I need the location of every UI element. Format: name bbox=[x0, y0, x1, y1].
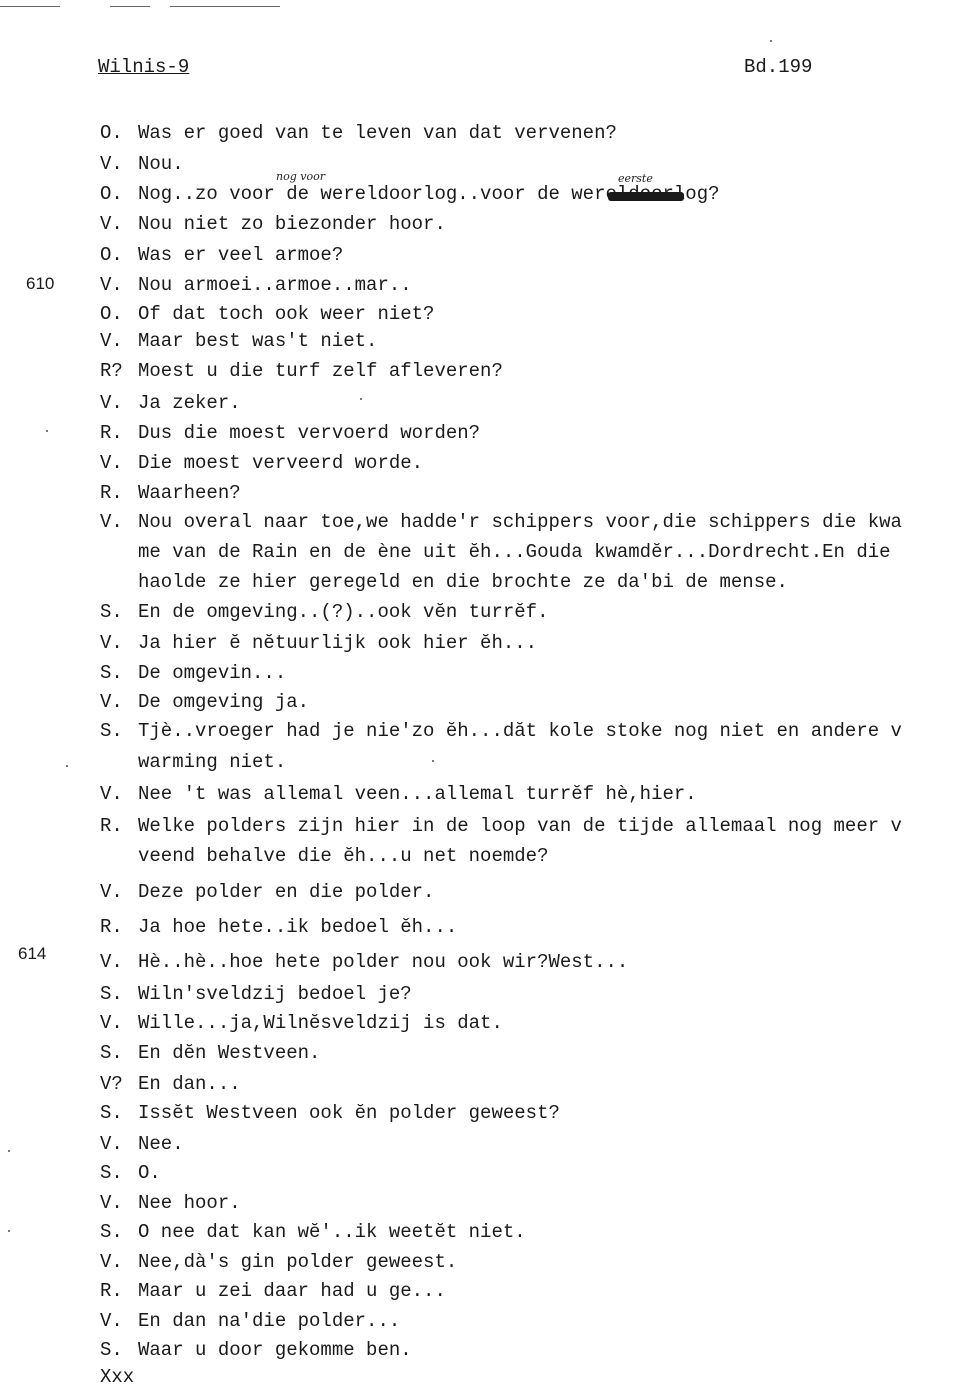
footer-mark: Xxx bbox=[100, 1366, 135, 1388]
dialogue-text: En dan... bbox=[138, 1073, 241, 1095]
page-header-right: Bd.199 bbox=[744, 56, 813, 78]
dialogue-text: Deze polder en die polder. bbox=[138, 881, 435, 903]
speaker-label: V. bbox=[100, 1251, 123, 1273]
dialogue-text: Dus die moest vervoerd worden? bbox=[138, 422, 481, 444]
speaker-label: V. bbox=[100, 1012, 123, 1034]
dialogue-text: Ja hier ĕ nĕtuurlijk ook hier ĕh... bbox=[138, 632, 538, 654]
scan-artifact bbox=[0, 6, 60, 7]
dialogue-text: Nee 't was allemal veen...allemal turrĕf hè,hier. bbox=[138, 783, 697, 805]
scan-artifact bbox=[170, 6, 280, 7]
dialogue-text: Ja zeker. bbox=[138, 392, 241, 414]
dialogue-text: Nog..zo voor de wereldoorlog..voor de wereldoorlog? bbox=[138, 183, 720, 205]
handwritten-annotation: eerste bbox=[618, 172, 653, 185]
speaker-label: S. bbox=[100, 1102, 123, 1124]
speaker-label: R. bbox=[100, 482, 123, 504]
dialogue-text: Was er goed van te leven van dat vervenen? bbox=[138, 122, 617, 144]
dialogue-text: Of dat toch ook weer niet? bbox=[138, 303, 435, 325]
speaker-label: O. bbox=[100, 122, 123, 144]
dialogue-text: Nou. bbox=[138, 153, 184, 175]
speaker-label: V. bbox=[100, 881, 123, 903]
handwritten-annotation: nog voor bbox=[276, 170, 325, 183]
speaker-label: V. bbox=[100, 452, 123, 474]
speaker-label: V. bbox=[100, 274, 123, 296]
speaker-label: V. bbox=[100, 632, 123, 654]
dialogue-text: Tjè..vroeger had je nie'zo ĕh...dăt kole stoke nog niet en andere v bbox=[138, 720, 902, 742]
dialogue-text: Maar best was't niet. bbox=[138, 330, 378, 352]
scan-speck bbox=[432, 760, 434, 762]
speaker-label: V. bbox=[100, 691, 123, 713]
dialogue-text: Wiln'sveldzij bedoel je? bbox=[138, 983, 412, 1005]
page-header-left: Wilnis-9 bbox=[98, 56, 190, 78]
scan-artifact bbox=[110, 6, 150, 7]
dialogue-text: Die moest verveerd worde. bbox=[138, 452, 424, 474]
dialogue-text: veend behalve die ĕh...u net noemde? bbox=[138, 845, 549, 867]
speaker-label: S. bbox=[100, 662, 123, 684]
dialogue-text: Issĕt Westveen ook ĕn polder geweest? bbox=[138, 1102, 560, 1124]
speaker-label: O. bbox=[100, 244, 123, 266]
speaker-label: R. bbox=[100, 422, 123, 444]
dialogue-text: Waar u door gekomme ben. bbox=[138, 1339, 412, 1361]
margin-number-610: 610 bbox=[26, 274, 55, 293]
speaker-label: V. bbox=[100, 1133, 123, 1155]
speaker-label: V. bbox=[100, 213, 123, 235]
dialogue-text: O. bbox=[138, 1162, 161, 1184]
speaker-label: S. bbox=[100, 601, 123, 623]
speaker-label: S. bbox=[100, 1339, 123, 1361]
dialogue-text: Welke polders zijn hier in de loop van de tijde allemaal nog meer v bbox=[138, 815, 902, 837]
speaker-label: S. bbox=[100, 983, 123, 1005]
speaker-label: S. bbox=[100, 720, 123, 742]
dialogue-text: Hè..hè..hoe hete polder nou ook wir?West... bbox=[138, 951, 629, 973]
speaker-label: R. bbox=[100, 916, 123, 938]
dialogue-text: De omgeving ja. bbox=[138, 691, 310, 713]
speaker-label: V. bbox=[100, 330, 123, 352]
dialogue-text: Ja hoe hete..ik bedoel ĕh... bbox=[138, 916, 458, 938]
speaker-label: S. bbox=[100, 1221, 123, 1243]
dialogue-text: Moest u die turf zelf afleveren? bbox=[138, 360, 503, 382]
scan-speck bbox=[46, 430, 48, 432]
speaker-label: O. bbox=[100, 183, 123, 205]
dialogue-text: O nee dat kan wĕ'..ik weetĕt niet. bbox=[138, 1221, 526, 1243]
dialogue-text: Nee. bbox=[138, 1133, 184, 1155]
dialogue-text: Wille...ja,Wilnĕsveldzij is dat. bbox=[138, 1012, 503, 1034]
dialogue-text: Nee,dà's gin polder geweest. bbox=[138, 1251, 458, 1273]
scan-speck bbox=[360, 398, 362, 400]
speaker-label: V. bbox=[100, 153, 123, 175]
dialogue-text: Maar u zei daar had u ge... bbox=[138, 1280, 446, 1302]
dialogue-text: Waarheen? bbox=[138, 482, 241, 504]
scan-speck bbox=[8, 1150, 10, 1152]
dialogue-text: haolde ze hier geregeld en die brochte ze da'bi de mense. bbox=[138, 571, 788, 593]
speaker-label: V. bbox=[100, 1310, 123, 1332]
dialogue-text: Nee hoor. bbox=[138, 1192, 241, 1214]
margin-number-614: 614 bbox=[18, 944, 47, 963]
dialogue-text: me van de Rain en de ène uit ĕh...Gouda kwamdĕr...Dordrecht.En die bbox=[138, 541, 891, 563]
dialogue-text: En dan na'die polder... bbox=[138, 1310, 401, 1332]
dialogue-text: warming niet. bbox=[138, 751, 287, 773]
dialogue-text: Nou armoei..armoe..mar.. bbox=[138, 274, 412, 296]
scan-speck bbox=[770, 40, 772, 42]
dialogue-text: Nou niet zo biezonder hoor. bbox=[138, 213, 446, 235]
dialogue-text: Nou overal naar toe,we hadde'r schippers voor,die schippers die kwa bbox=[138, 511, 902, 533]
speaker-label: V? bbox=[100, 1073, 123, 1095]
speaker-label: R. bbox=[100, 1280, 123, 1302]
speaker-label: R? bbox=[100, 360, 123, 382]
speaker-label: V. bbox=[100, 392, 123, 414]
scan-speck bbox=[66, 765, 68, 767]
speaker-label: S. bbox=[100, 1162, 123, 1184]
dialogue-text: En dĕn Westveen. bbox=[138, 1042, 321, 1064]
dialogue-text: En de omgeving..(?)..ook vĕn turrĕf. bbox=[138, 601, 549, 623]
speaker-label: V. bbox=[100, 783, 123, 805]
dialogue-text: De omgevin... bbox=[138, 662, 287, 684]
speaker-label: S. bbox=[100, 1042, 123, 1064]
speaker-label: V. bbox=[100, 1192, 123, 1214]
speaker-label: V. bbox=[100, 951, 123, 973]
speaker-label: R. bbox=[100, 815, 123, 837]
scan-speck bbox=[8, 1230, 10, 1232]
speaker-label: O. bbox=[100, 303, 123, 325]
dialogue-text: Was er veel armoe? bbox=[138, 244, 344, 266]
speaker-label: V. bbox=[100, 511, 123, 533]
